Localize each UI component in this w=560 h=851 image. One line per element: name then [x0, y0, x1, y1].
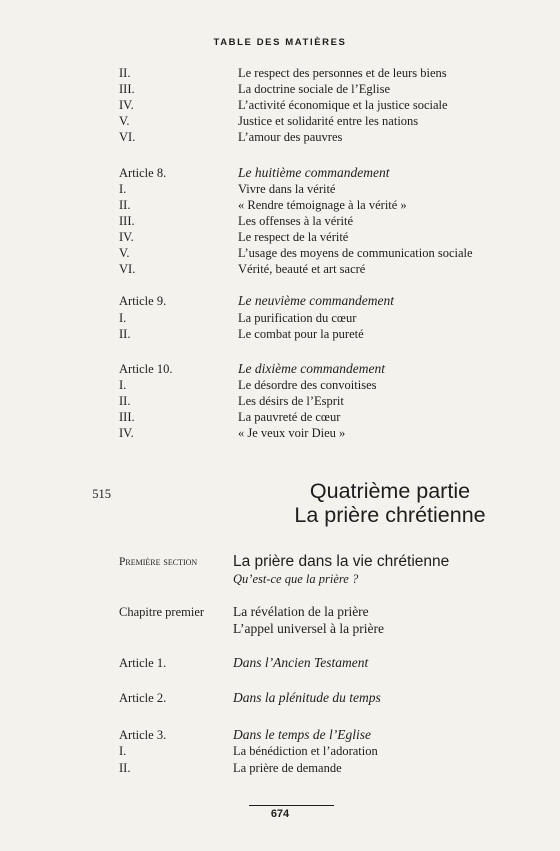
part-heading-line2: La prière chrétienne — [294, 503, 486, 527]
entry-title: Le huitième commandement — [238, 165, 390, 180]
entry-title: « Je veux voir Dieu » — [238, 426, 346, 440]
section-subtitle: Qu’est-ce que la prière ? — [233, 572, 359, 586]
entry-label: III. — [119, 214, 135, 228]
entry-title: Vivre dans la vérité — [238, 182, 336, 196]
entry-title: Le respect de la vérité — [238, 230, 349, 244]
entry-label: III. — [119, 82, 135, 96]
section-title: La prière dans la vie chrétienne — [233, 553, 450, 570]
part-page-number: 515 — [92, 487, 111, 501]
entry-title: L’activité économique et la justice sociale — [238, 98, 448, 112]
entry-title: La pauvreté de cœur — [238, 410, 341, 424]
page-number: 674 — [270, 808, 290, 820]
entry-label: III. — [119, 410, 135, 424]
entry-label: IV. — [119, 230, 134, 244]
entry-label: II. — [119, 66, 131, 80]
entry-label: I. — [119, 744, 127, 758]
entry-label: I. — [119, 182, 127, 196]
entry-title: « Rendre témoignage à la vérité » — [238, 198, 407, 212]
entry-title: Le désordre des convoitises — [238, 378, 377, 392]
entry-label: V. — [119, 114, 130, 128]
entry-title: Dans la plénitude du temps — [233, 690, 381, 705]
entry-label: II. — [119, 327, 131, 341]
entry-title: La doctrine sociale de l’Eglise — [238, 82, 391, 96]
entry-title: L’amour des pauvres — [238, 130, 343, 144]
entry-title: Dans l’Ancien Testament — [233, 655, 369, 670]
chapter-label: Chapitre premier — [119, 605, 205, 619]
entry-title: Les offenses à la vérité — [238, 214, 353, 228]
entry-title: L’usage des moyens de communication sociale — [238, 246, 473, 260]
entry-label: I. — [119, 311, 127, 325]
entry-label: IV. — [119, 426, 134, 440]
entry-label: II. — [119, 394, 131, 408]
section-label: Première section — [119, 556, 198, 568]
entry-label: Article 10. — [119, 362, 173, 376]
entry-title: Les désirs de l’Esprit — [238, 394, 344, 408]
entry-label: VI. — [119, 130, 136, 144]
entry-title: La bénédiction et l’adoration — [233, 744, 378, 758]
entry-label: Article 3. — [119, 728, 167, 742]
entry-label: Article 1. — [119, 656, 167, 670]
entry-title: Vérité, beauté et art sacré — [238, 262, 366, 276]
entry-label: Article 8. — [119, 166, 167, 180]
entry-title: Justice et solidarité entre les nations — [238, 114, 419, 128]
entry-title: Le respect des personnes et de leurs biens — [238, 66, 447, 80]
part-heading-line1: Quatrième partie — [309, 479, 471, 503]
footer-rule — [249, 805, 334, 806]
chapter-title-2: L’appel universel à la prière — [233, 621, 384, 636]
entry-label: I. — [119, 378, 127, 392]
entry-label: Article 2. — [119, 691, 167, 705]
entry-title: La purification du cœur — [238, 311, 357, 325]
entry-label: II. — [119, 761, 131, 775]
entry-label: V. — [119, 246, 130, 260]
entry-title: Le dixième commandement — [238, 361, 385, 376]
running-header: TABLE DES MATIÈRES — [213, 37, 347, 48]
entry-label: Article 9. — [119, 294, 167, 308]
entry-label: II. — [119, 198, 131, 212]
entry-label: IV. — [119, 98, 134, 112]
entry-title: Le neuvième commandement — [238, 293, 394, 308]
entry-title: La prière de demande — [233, 761, 342, 775]
entry-title: Le combat pour la pureté — [238, 327, 364, 341]
entry-label: VI. — [119, 262, 136, 276]
chapter-title-1: La révélation de la prière — [233, 604, 369, 619]
entry-title: Dans le temps de l’Eglise — [233, 727, 371, 742]
